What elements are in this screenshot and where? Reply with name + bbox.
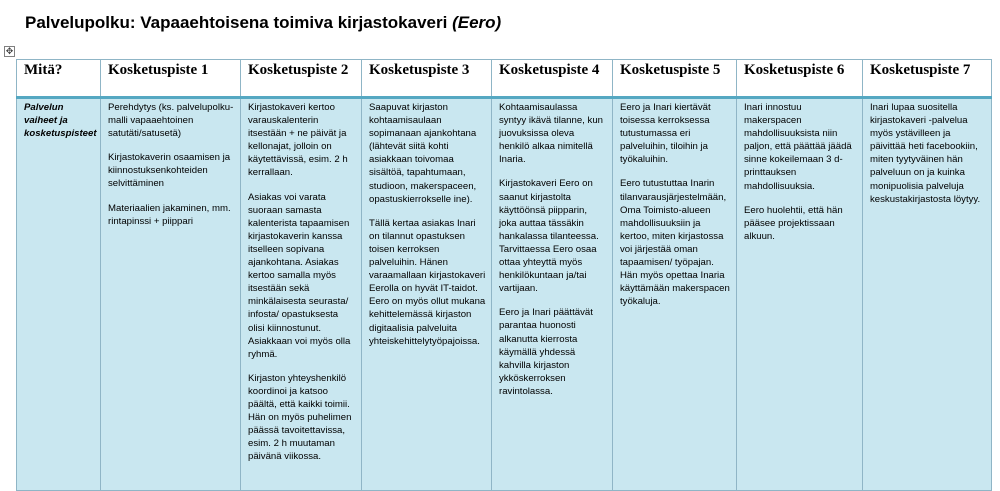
cell-kosketuspiste-6[interactable] [737, 98, 863, 491]
cell-kosketuspiste-1[interactable] [101, 98, 241, 491]
cell-kosketuspiste-3[interactable] [362, 98, 492, 491]
document-title-italic: (Eero) [452, 13, 502, 32]
cell-kosketuspiste-2[interactable] [241, 98, 362, 491]
cell-kosketuspiste-5[interactable] [613, 98, 737, 491]
cell-paragraph: Inari innostuu makerspacen mahdollisuuksista niin paljon, että päättää jäädä sinne kokeilemaan 3 d-printtauksen mahdollisuuksia. [744, 102, 852, 192]
header-kosketuspiste-7: Kosketuspiste 7 [863, 60, 992, 98]
cell-paragraph: Kirjastokaverin osaamisen ja kiinnostuksenkohteiden selvittäminen [108, 152, 231, 190]
cell-paragraph: Saapuvat kirjaston kohtaamisaulaan sopimanaan ajankohtana (lähtevät siitä kohti asiakkaan toivomaa sisältöä, tapahtumaan, studioon, makerspaceen, opastuskierrokselle ine). [369, 102, 477, 205]
header-kosketuspiste-4: Kosketuspiste 4 [492, 60, 613, 98]
cell-paragraph: Inari lupaa suositella kirjastokaveri -palvelua myös ystävilleen ja päivittää heti facebookiin, miten tyytyväinen hän palveluun on ja kuinka monipuolisia palveluja keskustakirjastosta löytyy. [870, 102, 981, 205]
cell-kosketuspiste-7[interactable] [863, 98, 992, 491]
cell-paragraph: Eero ja Inari päättävät parantaa huonosti alkanutta kierrosta käymällä yhdessä kahvilla kirjaston ykköskerroksen ravintolassa. [499, 307, 593, 397]
document-title-main: Palvelupolku: Vapaaehtoisena toimiva kirjastokaveri [25, 13, 453, 32]
cell-paragraph: Eero huolehtii, että hän pääsee projektissaan alkuun. [744, 204, 843, 242]
cell-paragraph: Perehdytys (ks. palvelupolku-malli vapaaehtoinen satutäti/satusetä) [108, 102, 234, 140]
cell-paragraph: Kirjaston yhteyshenkilö koordinoi ja katsoo päältä, että kaikki toimii. Hän on myös puhelimen päässä tavoitettavissa, esim. 2 h muutaman päivänä viikossa. [248, 372, 352, 463]
header-kosketuspiste-5: Kosketuspiste 5 [613, 60, 737, 98]
table-header-row [17, 60, 992, 98]
header-kosketuspiste-2: Kosketuspiste 2 [241, 60, 362, 98]
cell-paragraph: Kirjastokaveri Eero on saanut kirjastolta käyttöönsä piipparin, joka auttaa tässäkin hankalassa tilanteessa. Tarvittaessa Eero osaa ottaa yhteyttä myös henkilökuntaan ja/tai vartijaan. [499, 178, 599, 295]
cell-paragraph: Materiaalien jakaminen, mm. rintapinssi + piippari [108, 202, 231, 227]
cell-paragraph: Tällä kertaa asiakas Inari on tilannut opastuksen toisen kerroksen palveluihin. Hänen varaamallaan kirjastokaveri Eerolla on hyvät IT-taidot. Eero on myös ollut mukana kehittelemässä kirjaston digitaalisia palveluita yhteiskehittelytyöpajoissa. [369, 217, 486, 347]
header-kosketuspiste-1: Kosketuspiste 1 [101, 60, 241, 98]
cell-paragraph: Kirjastokaveri kertoo varauskalenterin itsestään + ne päivät ja kellonajat, jolloin on käytettävissä, esim. 2 h kerrallaan. [248, 102, 348, 179]
cell-paragraph: Eero ja Inari kiertävät toisessa kerroksessa tutustumassa eri palveluihin, tiloihin ja työkaluihin. [620, 102, 711, 166]
header-mita: Mitä? [17, 60, 101, 98]
table-row [17, 98, 992, 491]
header-kosketuspiste-3: Kosketuspiste 3 [362, 60, 492, 98]
cell-paragraph: Kohtaamisaulassa syntyy ikävä tilanne, kun juovuksissa oleva henkilö alkaa nimitellä Inaria. [499, 102, 603, 166]
service-path-table [16, 59, 992, 491]
move-handle-icon[interactable]: ✥ [5, 46, 14, 56]
cell-kosketuspiste-4[interactable] [492, 98, 613, 491]
cell-paragraph: Asiakas voi varata suoraan samasta kalenterista tapaamisen kirjastokaverin kanssa itselleen sopivana ajankohtana. Asiakas kertoo samalla myös itsestään sekä minkälaisesta seurasta/ infosta/ opastuksesta olisi kiinnostunut. Asiakkaan voi myös olla ryhmä. [248, 191, 351, 360]
header-kosketuspiste-6: Kosketuspiste 6 [737, 60, 863, 98]
row-label[interactable]: Palvelun vaiheet ja kosketuspisteet [17, 98, 101, 491]
cell-paragraph: Eero tutustuttaa Inarin tilanvarausjärjestelmään, Oma Toimisto-alueen mahdollisuuksiin ja kertoo, miten kirjastossa voi järjestää oman tapaamisen/ työpajan. Hän myös opettaa Inaria käyttämään makerspacen työkaluja. [620, 178, 730, 308]
document-title [25, 13, 501, 33]
